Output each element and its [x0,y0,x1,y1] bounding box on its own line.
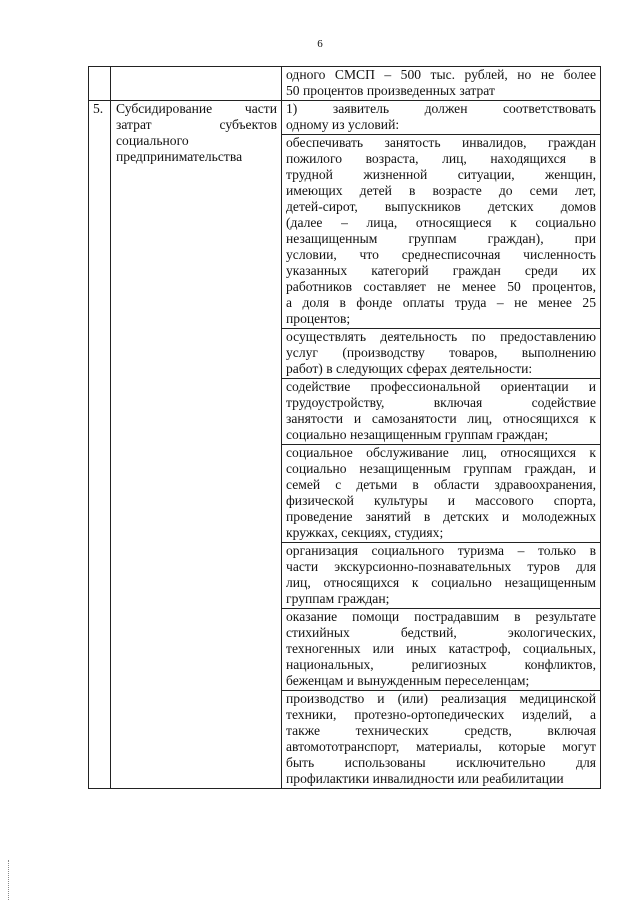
condition-line: семей с детьми в области здравоохранения, [286,477,596,492]
measure-name-cell [111,101,282,789]
condition-line: лиц, относящихся к социально незащищенным [286,575,596,590]
condition-line: работников составляет не менее 50 процентов, [286,279,596,294]
row-number-cell: 5. [89,101,111,789]
condition-line: услуг (производству товаров, выполнению [286,345,596,360]
condition-line: имеющих детей в возрасте до семи лет, [286,183,596,198]
page-number: 6 [317,38,323,50]
condition-line: стихийных бедствий, экологических, [286,625,596,640]
condition-line: 50 процентов произведенных затрат [286,83,495,98]
conditions-cell [282,67,601,101]
condition-line: 1) заявитель должен соответствовать [286,101,596,116]
margin-marks [8,860,11,900]
condition-block [282,329,600,379]
condition-line: детей-сирот, выпускников детских домов [286,199,596,214]
condition-block [282,379,600,445]
table-row-previous [89,67,601,101]
condition-block [282,543,600,609]
condition-line: занятости и самозанятости лиц, относящихся к [286,411,596,426]
condition-line: группам граждан; [286,591,390,606]
measure-name [116,101,277,165]
condition-line: (далее – лица, относящиеся к социально [286,215,596,230]
condition-line: техногенных или иных катастроф, социальных, [286,641,596,656]
condition-line: также технических средств, включая [286,723,596,738]
condition-line: обеспечивать занятость инвалидов, граждан [286,135,596,150]
condition-line: социальное обслуживание лиц, относящихся к [286,445,596,460]
measure-name-line: социального [116,133,189,148]
condition-line: проведение занятий в детских и молодежных [286,509,596,524]
measure-name-line: Субсидирование части [116,101,277,116]
condition-line: содействие профессиональной ориентации и [286,379,596,394]
condition-line: одному из условий: [286,117,400,132]
condition-line: профилактики инвалидности или реабилитации [286,771,564,786]
condition-block [282,135,600,329]
condition-line: национальных, религиозных конфликтов, [286,657,596,672]
condition-block [282,67,600,100]
table-row-5 [89,101,601,789]
condition-line: пожилого возраста, лиц, находящихся в [286,151,596,166]
condition-line: работ) в следующих сферах деятельности: [286,361,533,376]
measure-name-cell [111,67,282,101]
condition-line: условии, что среднесписочная численность [286,247,596,262]
condition-line: социально незащищенным группам граждан; [286,427,549,442]
row-number-cell [89,67,111,101]
condition-line: автомототранспорт, материалы, которые могут [286,739,596,754]
condition-line: социально незащищенным группам граждан, и [286,461,596,476]
condition-block [282,691,600,788]
condition-line: трудоустройству, включая содействие [286,395,596,410]
condition-line: а доля в фонде оплаты труда – не менее 25 [286,295,596,310]
condition-line: техники, протезно-ортопедических изделий, а [286,707,596,722]
condition-line: указанных категорий граждан среди их [286,263,596,278]
condition-block [282,609,600,691]
conditions-cell [282,101,601,789]
subsidy-table [88,66,601,789]
condition-block [282,101,600,135]
condition-line: физической культуры и массового спорта, [286,493,596,508]
condition-line: части экскурсионно-познавательных туров для [286,559,596,574]
measure-name-line: затрат субъектов [116,117,277,132]
condition-line: одного СМСП – 500 тыс. рублей, но не более [286,67,596,82]
condition-line: процентов; [286,311,351,326]
condition-line: кружках, секциях, студиях; [286,525,444,540]
condition-block [282,445,600,543]
condition-line: трудной жизненной ситуации, женщин, [286,167,596,182]
condition-line: организация социального туризма – только в [286,543,596,558]
condition-line: оказание помощи пострадавшим в результате [286,609,596,624]
condition-line: незащищенным группам граждан), при [286,231,596,246]
condition-line: быть использованы исключительно для [286,755,596,770]
condition-line: осуществлять деятельность по предоставлению [286,329,596,344]
condition-line: беженцам и вынужденным переселенцам; [286,673,530,688]
condition-line: производство и (или) реализация медицинской [286,691,596,706]
measure-name-line: предпринимательства [116,149,243,164]
